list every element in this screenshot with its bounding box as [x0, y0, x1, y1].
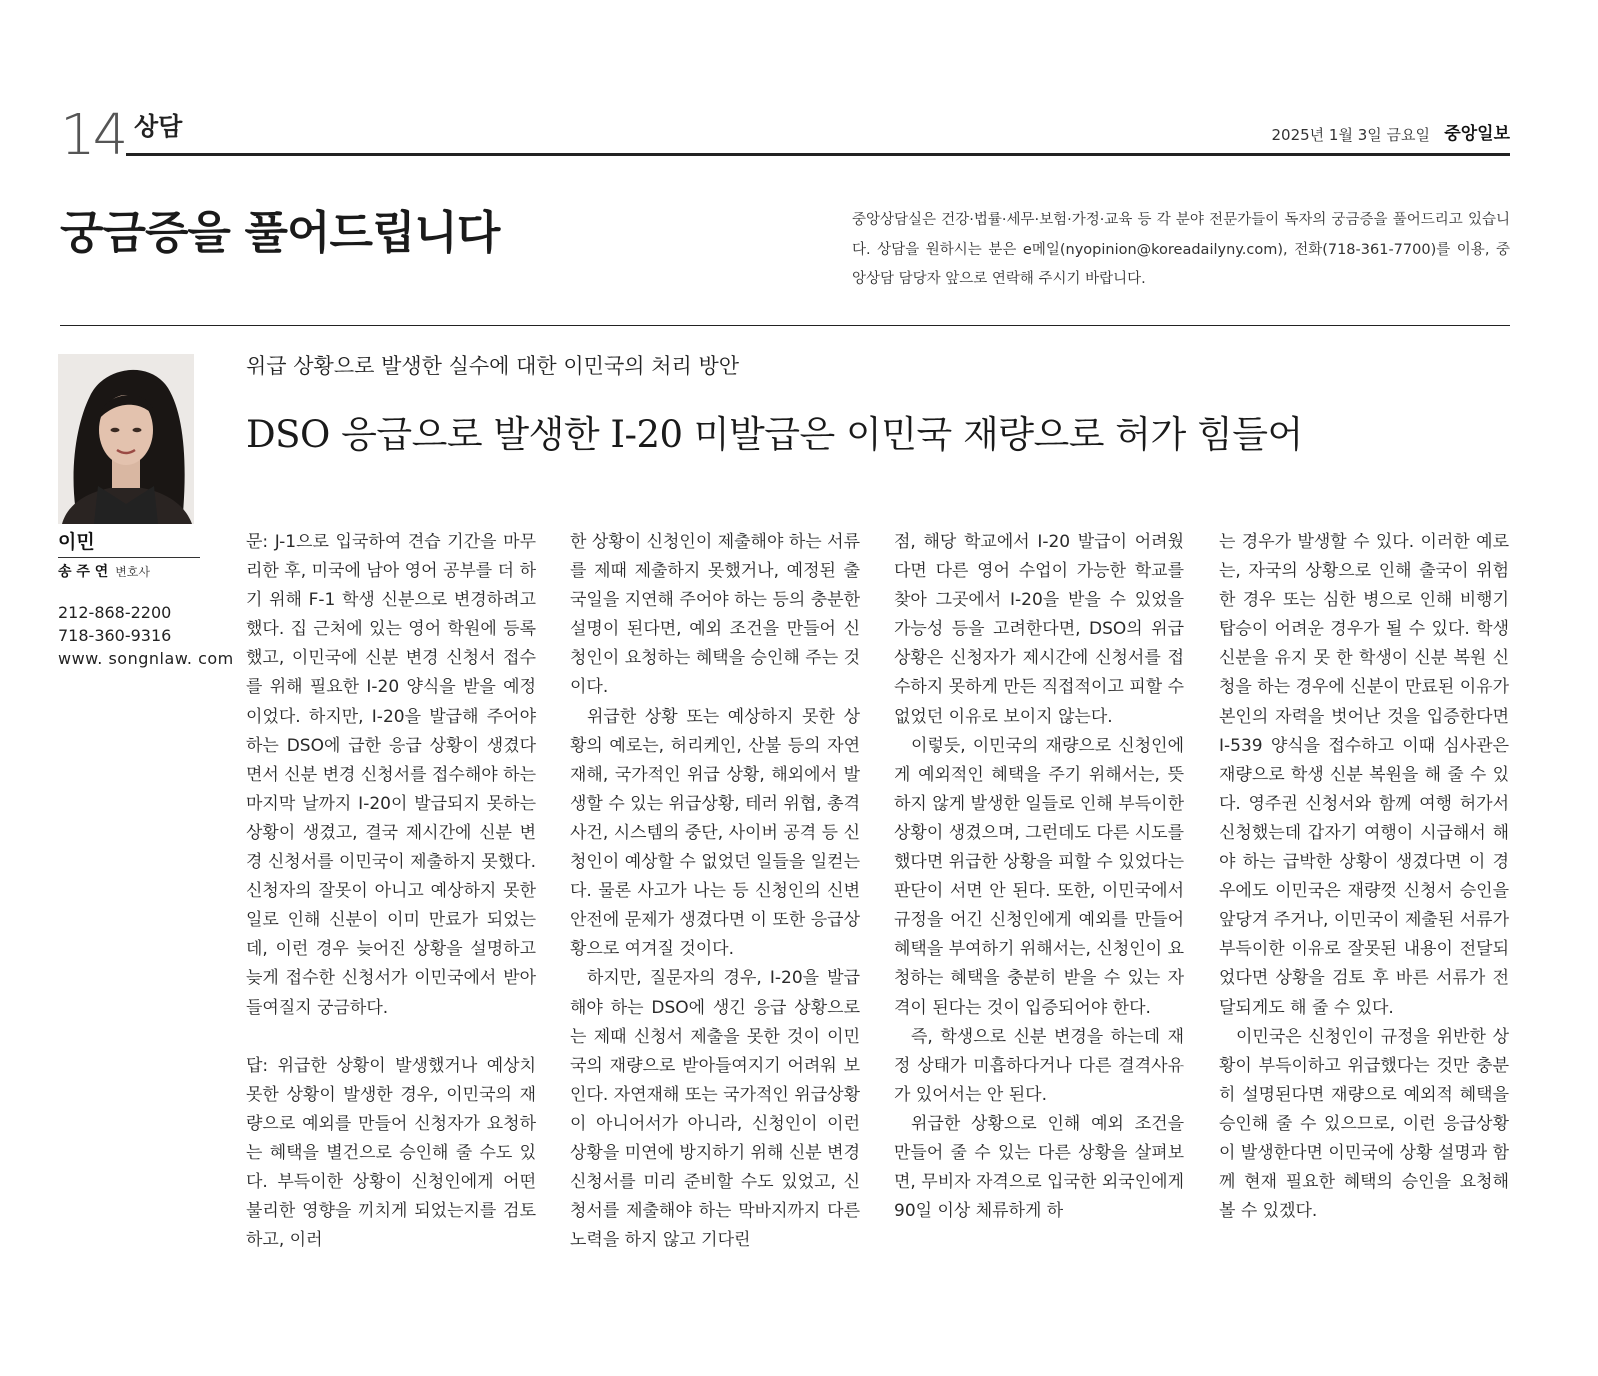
phone-number-2: 718-360-9316 — [58, 626, 172, 645]
body-paragraph: 점, 해당 학교에서 I-20 발급이 어려웠다면 다른 영어 수업이 가능한 학교를 찾아 그곳에서 I-20을 받을 수 있었을 가능성 등을 고려한다면, DSO의 위급 상황은 신청자가 제시간에 신청서를 접수하지 못하게 만든 직접적이고 피할 수 없었던 이유로 보이지 않는다. — [894, 532, 1184, 727]
author-photo — [58, 354, 194, 524]
answer-paragraph: 답: 위급한 상황이 발생했거나 예상치 못한 상황이 발생한 경우, 이민국의 재량으로 예외를 만들어 신청자가 요청하는 혜택을 별건으로 승인해 줄 수도 있다. 부득이한 상황이 신청인에게 어떤 불리한 영향을 끼치게 되었는지를 검토하고, 이러 — [246, 1055, 536, 1251]
body-paragraph: 이렇듯, 이민국의 재량으로 신청인에게 예외적인 혜택을 주기 위해서는, 뜻하지 않게 발생한 일들로 인해 부득이한 상황이 생겼으며, 그런데도 다른 시도를 했다면 위급한 상황을 피할 수 있었다는 판단이 서면 안 된다. 또한, 이민국에서 규정을 어긴 신청인에게 예외를 만들어 혜택을 부여하기 위해서는, 신청인이 요청하는 혜택을 충분히 받을 수 있는 자격이 된다는 것이 입증되어야 한다. — [894, 735, 1184, 1018]
article-column-1 — [246, 528, 536, 1328]
column-label-rule — [58, 557, 200, 558]
article-column-2 — [570, 528, 860, 1328]
article-column-4 — [1219, 528, 1509, 1328]
header-date: 2025년 1월 3일 금요일 — [1271, 126, 1430, 144]
body-paragraph: 위급한 상황 또는 예상하지 못한 상황의 예로는, 허리케인, 산불 등의 자연재해, 국가적인 위급 상황, 해외에서 발생할 수 있는 위급상황, 테러 위협, 총격 사건, 시스템의 중단, 사이버 공격 등 신청인이 예상할 수 없었던 일들을 일컫는다. 물론 사고가 나는 등 신청인의 신변 안전에 문제가 생겼다면 이 또한 응급상황으로 여겨질 것이다. — [570, 706, 860, 960]
article-column-3 — [894, 528, 1184, 1328]
author-portrait-icon — [58, 354, 194, 524]
page-title: 궁금증을 풀어드립니다 — [60, 206, 500, 259]
author-name-text: 송 주 연 — [58, 564, 109, 580]
body-paragraph: 는 경우가 발생할 수 있다. 이러한 예로는, 자국의 상황으로 인해 출국이 위험한 경우 또는 심한 병으로 인해 비행기 탑승이 어려운 경우가 될 수 있다. 학생 신분을 유지 못 한 학생이 신분 복원 신청을 하는 경우에 신분이 만료된 이유가 본인의 자력을 벗어난 것을 입증한다면 I-539 양식을 접수하고 이때 심사관은 재량으로 학생 신분 복원을 해 줄 수 있다. 영주권 신청서와 함께 여행 허가서 신청했는데 갑자기 여행이 시급해서 해야 하는 급박한 상황이 생겼다면 이 경우에도 이민국은 재량껏 신청서 승인을 앞당겨 주거나, 이민국이 제출된 서류가 부득이한 이유로 잘못된 내용이 전달되었다면 상황을 검토 후 바른 서류가 전달되게도 해 줄 수 있다. — [1219, 532, 1509, 1018]
article-subhead: 위급 상황으로 발생한 실수에 대한 이민국의 처리 방안 — [246, 354, 740, 378]
article-headline: DSO 응급으로 발생한 I-20 미발급은 이민국 재량으로 허가 힘들어 — [246, 413, 1303, 456]
newspaper-brand: 중앙일보 — [1444, 124, 1510, 144]
body-paragraph: 위급한 상황으로 인해 예외 조건을 만들어 줄 수 있는 다른 상황을 살펴보면, 무비자 자격으로 입국한 외국인에게 90일 이상 체류하게 하 — [894, 1113, 1184, 1222]
body-paragraph: 한 상황이 신청인이 제출해야 하는 서류를 제때 제출하지 못했거나, 예정된 출국일을 지연해 주어야 하는 등의 충분한 설명이 된다면, 예외 조건을 만들어 신청인이 요청하는 혜택을 승인해 주는 것이다. — [570, 532, 860, 698]
body-paragraph: 이민국은 신청인이 규정을 위반한 상황이 부득이하고 위급했다는 것만 충분히 설명된다면 재량으로 예외적 혜택을 승인해 줄 수 있으므로, 이런 응급상황이 발생한다면 이민국에 상황 설명과 함께 현재 필요한 혜택의 승인을 요청해 볼 수 있겠다. — [1219, 1026, 1509, 1222]
body-paragraph: 하지만, 질문자의 경우, I-20을 발급해야 하는 DSO에 생긴 응급 상황으로는 제때 신청서 제출을 못한 것이 이민국의 재량으로 받아들여지기 어려워 보인다. 자연재해 또는 국가적인 위급상황이 아니어서가 아니라, 신청인이 이런 상황을 미연에 방지하기 위해 신분 변경 신청서를 미리 준비할 수도 있었고, 신청서를 제출해야 하는 막바지까지 다른 노력을 하지 않고 기다린 — [570, 968, 860, 1251]
header-rule — [126, 153, 1510, 156]
intro-text: 중앙상담실은 건강·법률·세무·보험·가정·교육 등 각 분야 전문가들이 독자의 궁금증을 풀어드리고 있습니다. 상담을 원하시는 분은 e메일(nyopinion@koreadailyny.com), 전화(718-361-7700)를 이용, 중앙상담 담당자 앞으로 연락해 주시기 바랍니다. — [852, 212, 1510, 287]
website-url: www. songnlaw. com — [58, 649, 234, 668]
body-paragraph: 즉, 학생으로 신분 변경을 하는데 재정 상태가 미흡하다거나 다른 결격사유가 있어서는 안 된다. — [894, 1026, 1184, 1105]
column-label: 이민 — [58, 531, 95, 553]
author-title: 변호사 — [115, 565, 150, 579]
author-name — [58, 563, 150, 581]
page-number: 14 — [60, 103, 126, 168]
section-divider — [60, 325, 1510, 326]
phone-number-1: 212-868-2200 — [58, 603, 172, 622]
section-name: 상담 — [134, 112, 183, 141]
question-paragraph: 문: J-1으로 입국하여 견습 기간을 마무리한 후, 미국에 남아 영어 공부를 더 하기 위해 F-1 학생 신분으로 변경하려고 했다. 집 근처에 있는 영어 학원에 등록했고, 이민국에 신분 변경 신청서 접수를 위해 필요한 I-20 양식을 받을 예정이었다. 하지만, I-20을 발급해 주어야 하는 DSO에 급한 응급 상황이 생겼다면서 신분 변경 신청서를 접수해야 하는 마지막 날까지 I-20이 발급되지 못하는 상황이 생겼고, 결국 제시간에 신분 변경 신청서를 이민국이 제출하지 못했다. 신청자의 잘못이 아니고 예상하지 못한 일로 인해 신분이 이미 만료가 되었는데, 이런 경우 늦어진 상황을 설명하고 늦게 접수한 신청서가 이민국에서 받아들여질지 궁금하다. — [246, 532, 536, 1018]
